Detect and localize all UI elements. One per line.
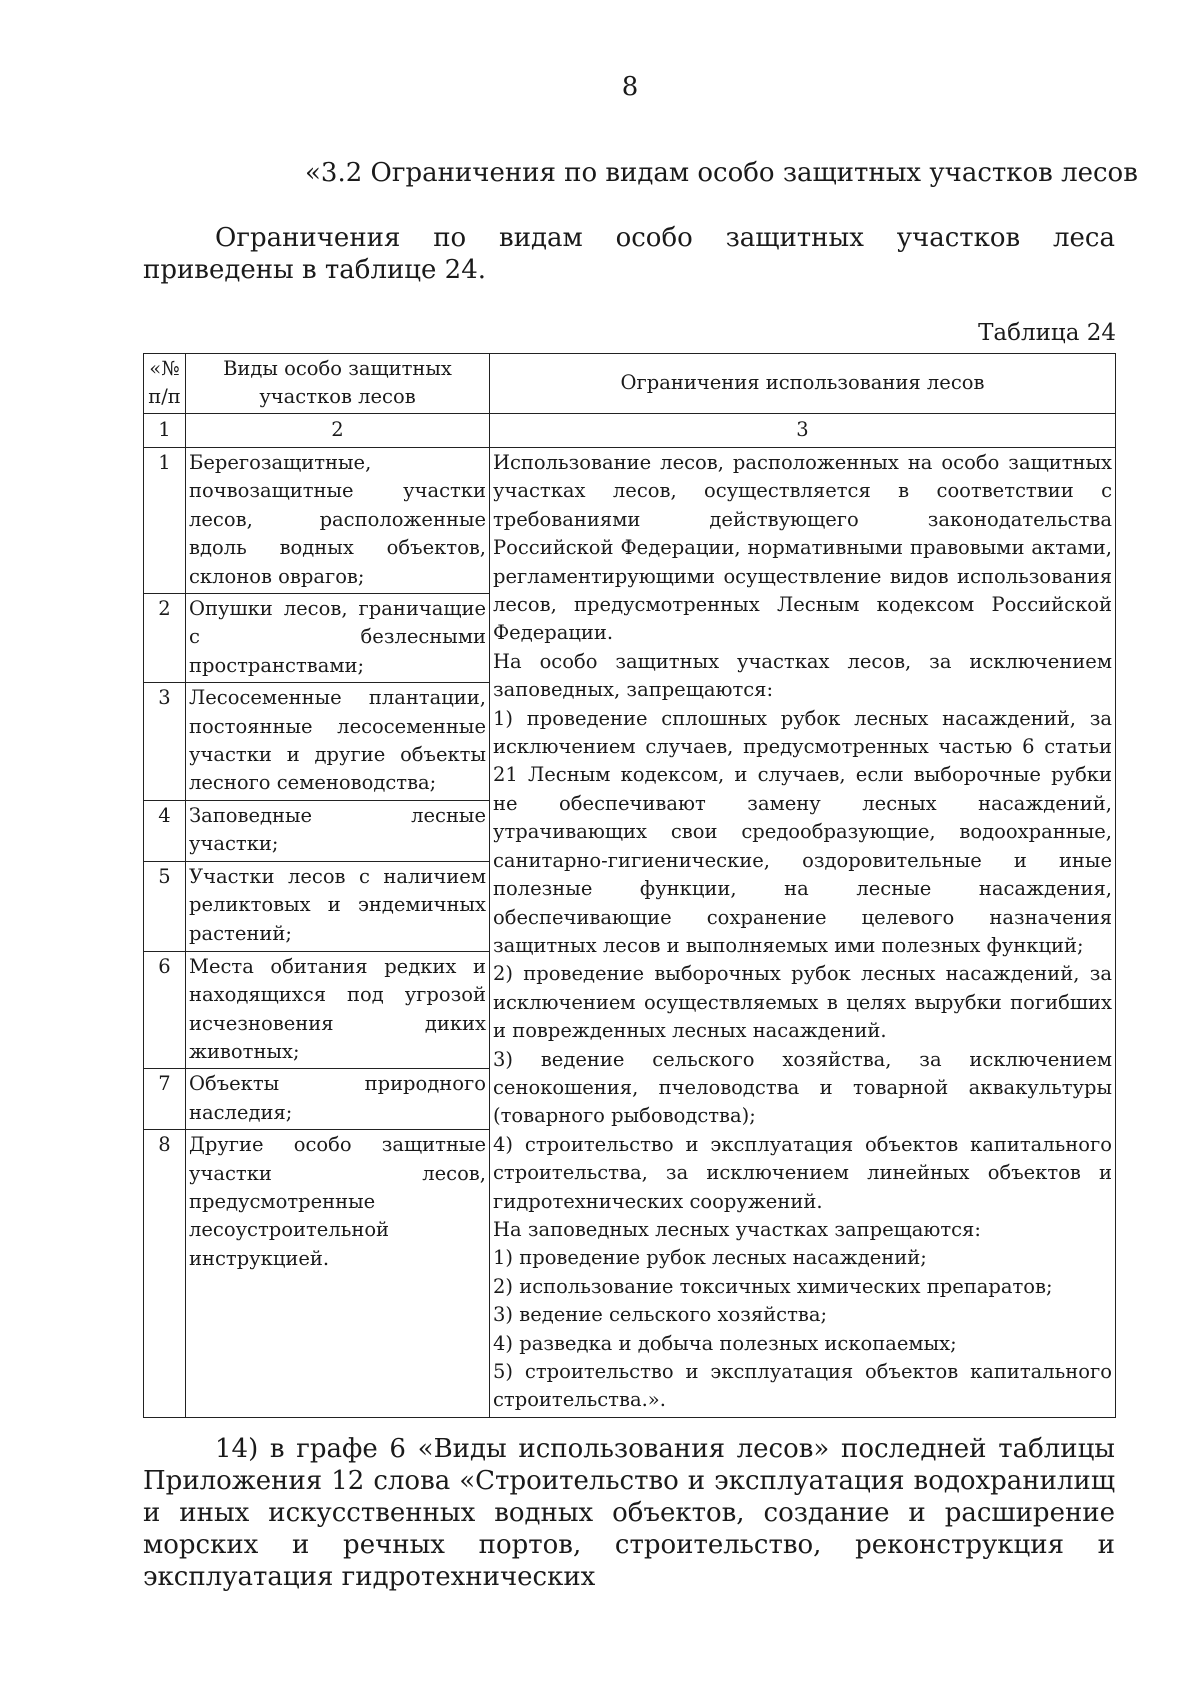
- row-number: 8: [144, 1130, 186, 1418]
- restriction-paragraph: 3) ведение сельского хозяйства;: [493, 1303, 828, 1327]
- row-type: Участки лесов с наличием реликтовых и эндемичных растений;: [186, 861, 490, 951]
- restriction-paragraph: 2) проведение выборочных рубок лесных насаждений, за исключением осуществляемых в целях вырубки погибших и поврежденных лесных насаждений.: [493, 962, 1112, 1043]
- restriction-paragraph: 1) проведение сплошных рубок лесных насаждений, за исключением случаев, предусмотренных частью 6 статьи 21 Лесным кодексом, и случаев, если выборочные рубки не обеспечивают замену лесных насаждений, утрачивающих свои средообразующие, водоохранные, санитарно-гигиенические, оздоровительные и иные полезные функции, на лесные насаждения, обеспечивающие сохранение целевого назначения защитных лесов и выполняемых ими полезных функций;: [493, 706, 1112, 957]
- row-type: Берегозащитные, почвозащитные участки лесов, расположенные вдоль водных объектов, склонов оврагов;: [186, 448, 490, 594]
- restrictions-cell: [490, 448, 1116, 1418]
- column-number: 2: [186, 414, 490, 448]
- row-type: Опушки лесов, граничащие с безлесными пространствами;: [186, 594, 490, 683]
- restriction-paragraph: 5) строительство и эксплуатация объектов капитального строительства.».: [493, 1360, 1112, 1412]
- restriction-paragraph: 4) разведка и добыча полезных ископаемых;: [493, 1331, 957, 1355]
- restriction-paragraph: 4) строительство и эксплуатация объектов капитального строительства, за исключением линейных объектов и гидротехнических сооружений.: [493, 1132, 1112, 1213]
- row-number: 2: [144, 594, 186, 683]
- row-type: Места обитания редких и находящихся под угрозой исчезновения диких животных;: [186, 951, 490, 1069]
- row-number: 1: [144, 448, 186, 594]
- intro-paragraph: Ограничения по видам особо защитных участков леса приведены в таблице 24.: [143, 223, 1115, 285]
- restriction-paragraph: На заповедных лесных участках запрещаются:: [493, 1217, 981, 1241]
- column-number: 3: [490, 414, 1116, 448]
- table-row: [144, 448, 1116, 594]
- section-heading: «3.2 Ограничения по видам особо защитных участков лесов: [305, 158, 1138, 188]
- restriction-paragraph: 3) ведение сельского хозяйства, за исключением сенокошения, пчеловодства и товарной аквакультуры (товарного рыбоводства);: [493, 1047, 1112, 1128]
- row-type: Заповедные лесные участки;: [186, 800, 490, 861]
- restriction-paragraph: Использование лесов, расположенных на особо защитных участках лесов, осуществляется в соответствии с требованиями действующего законодательства Российской Федерации, нормативными правовыми актами, регламентирующими осуществление видов использования лесов, предусмотренных Лесным кодексом Российской Федерации.: [493, 451, 1112, 645]
- header-row: [144, 354, 1116, 414]
- row-type: Другие особо защитные участки лесов, предусмотренные лесоустроительной инструкцией.: [186, 1130, 490, 1418]
- restriction-paragraph: 2) использование токсичных химических препаратов;: [493, 1274, 1053, 1298]
- row-number: 4: [144, 800, 186, 861]
- table-caption: Таблица 24: [978, 320, 1116, 346]
- row-number: 7: [144, 1069, 186, 1130]
- restrictions-table: [143, 353, 1116, 1418]
- page-number: 8: [621, 72, 639, 102]
- restriction-paragraph: На особо защитных участках лесов, за исключением заповедных, запрещаются:: [493, 649, 1112, 702]
- row-number: 3: [144, 683, 186, 801]
- row-number: 6: [144, 951, 186, 1069]
- header-type: Виды особо защитных участков лесов: [186, 354, 490, 414]
- row-type: Объекты природного наследия;: [186, 1069, 490, 1130]
- restriction-paragraph: 1) проведение рубок лесных насаждений;: [493, 1246, 927, 1270]
- row-type: Лесосеменные плантации, постоянные лесосеменные участки и другие объекты лесного семеноводства;: [186, 683, 490, 801]
- footer-paragraph: 14) в графе 6 «Виды использования лесов» последней таблицы Приложения 12 слова «Строительство и эксплуатация водохранилищ и иных искусственных водных объектов, создание и расширение морских и речных портов, строительство, реконструкция и эксплуатация гидротехнических: [143, 1434, 1115, 1592]
- row-number: 5: [144, 861, 186, 951]
- header-number: «№ п/п: [144, 354, 186, 414]
- column-number-row: [144, 414, 1116, 448]
- column-number: 1: [144, 414, 186, 448]
- header-restriction: Ограничения использования лесов: [490, 354, 1116, 414]
